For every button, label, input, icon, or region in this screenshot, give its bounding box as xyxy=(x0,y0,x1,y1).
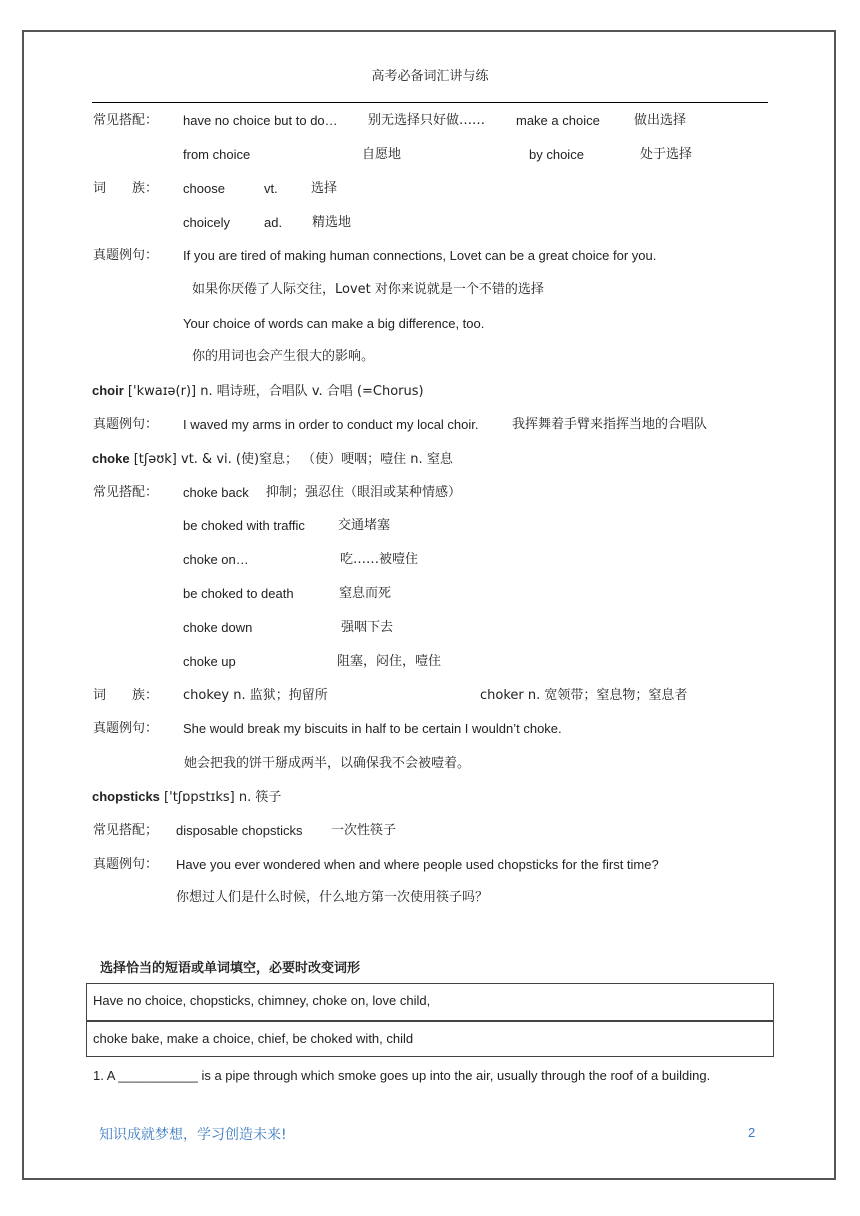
family-entry: choker n. 宽领带；窒息物；窒息者 xyxy=(480,688,688,703)
collocation-zh: 一次性筷子 xyxy=(331,823,397,838)
family-pos: vt. xyxy=(264,181,278,196)
entry-chopsticks xyxy=(92,788,281,807)
headword: chopsticks xyxy=(92,789,160,804)
family-entry: chokey n. 监狱；拘留所 xyxy=(183,688,328,703)
page-number: 2 xyxy=(748,1125,756,1140)
example-label: 真题例句： xyxy=(93,857,159,872)
example-label: 真题例句： xyxy=(93,417,159,432)
collocation-zh: 做出选择 xyxy=(634,113,687,128)
word-family-label: 词 族： xyxy=(93,181,159,196)
collocation-en: by choice xyxy=(529,147,584,162)
word-bank-box-1: Have no choice, chopsticks, chimney, choke on, love child, xyxy=(86,983,774,1021)
collocation-en: be choked with traffic xyxy=(183,518,305,533)
collocations-label: 常见搭配； xyxy=(93,823,159,838)
entry-choke xyxy=(92,450,453,469)
collocation-zh: 吃……被噎住 xyxy=(340,552,419,567)
collocation-zh: 抑制；强忍住（眼泪或某种情感） xyxy=(266,485,462,500)
example-sentence-zh: 她会把我的饼干掰成两半，以确保我不会被噎着。 xyxy=(184,756,471,771)
entry-definition: [tʃəʊk] vt. & vi. (使)窒息； （使）哽咽；噎住 n. 窒息 xyxy=(129,452,453,467)
headword: choke xyxy=(92,451,130,466)
headword: choir xyxy=(92,383,124,398)
collocation-zh: 窒息而死 xyxy=(339,586,392,601)
example-label: 真题例句： xyxy=(93,248,159,263)
example-label: 真题例句： xyxy=(93,721,159,736)
collocation-en: choke on… xyxy=(183,552,249,567)
collocation-zh: 别无选择只好做…… xyxy=(368,113,486,128)
collocation-en: have no choice but to do… xyxy=(183,113,338,128)
collocation-en: choke down xyxy=(183,620,253,635)
word-bank-box-2: choke bake, make a choice, chief, be choked with, child xyxy=(86,1021,774,1057)
collocation-en: make a choice xyxy=(516,113,600,128)
family-zh: 精选地 xyxy=(312,215,352,230)
header-rule xyxy=(92,102,768,103)
family-word: choicely xyxy=(183,215,230,230)
collocation-en: choke up xyxy=(183,654,236,669)
collocation-en: choke back xyxy=(183,485,249,500)
collocation-zh: 交通堵塞 xyxy=(338,518,391,533)
collocation-zh: 自愿地 xyxy=(362,147,402,162)
family-zh: 选择 xyxy=(311,181,338,196)
family-pos: ad. xyxy=(264,215,283,230)
page-header-title: 高考必备词汇讲与练 xyxy=(371,68,489,83)
collocations-label: 常见搭配： xyxy=(93,485,159,500)
example-sentence-zh: 你想过人们是什么时候，什么地方第一次使用筷子吗？ xyxy=(176,890,489,905)
collocation-en: disposable chopsticks xyxy=(176,823,303,838)
collocation-en: from choice xyxy=(183,147,251,162)
example-sentence-zh: 我挥舞着手臂来指挥当地的合唱队 xyxy=(512,417,708,432)
example-sentence-en: Have you ever wondered when and where people used chopsticks for the first time? xyxy=(176,857,659,872)
collocation-zh: 阻塞，闷住，噎住 xyxy=(337,654,442,669)
example-sentence-en: She would break my biscuits in half to be certain I wouldn’t choke. xyxy=(183,721,562,736)
exercise-title: 选择恰当的短语或单词填空，必要时改变词形 xyxy=(100,961,361,976)
family-word: choose xyxy=(183,181,225,196)
example-sentence-en: Your choice of words can make a big difference, too. xyxy=(183,316,485,331)
collocations-label: 常见搭配： xyxy=(93,113,159,128)
collocation-zh: 强咽下去 xyxy=(341,620,394,635)
footer-slogan: 知识成就梦想，学习创造未来! xyxy=(99,1127,287,1143)
example-sentence-zh: 你的用词也会产生很大的影响。 xyxy=(192,349,375,364)
entry-definition: ['tʃɒpstɪks] n. 筷子 xyxy=(159,790,282,805)
example-sentence-en: I waved my arms in order to conduct my local choir. xyxy=(183,417,479,432)
word-family-label: 词 族： xyxy=(93,688,159,703)
example-sentence-en: If you are tired of making human connections, Lovet can be a great choice for you. xyxy=(183,248,657,263)
entry-definition: ['kwaɪə(r)] n. 唱诗班，合唱队 v. 合唱 (=Chorus) xyxy=(123,384,424,399)
exercise-question-1: 1. A ___________ is a pipe through which smoke goes up into the air, usually through the roof of a building. xyxy=(93,1068,711,1083)
collocation-en: be choked to death xyxy=(183,586,294,601)
example-sentence-zh: 如果你厌倦了人际交往，Lovet 对你来说就是一个不错的选择 xyxy=(192,282,544,297)
entry-choir xyxy=(92,382,424,401)
collocation-zh: 处于选择 xyxy=(640,147,693,162)
